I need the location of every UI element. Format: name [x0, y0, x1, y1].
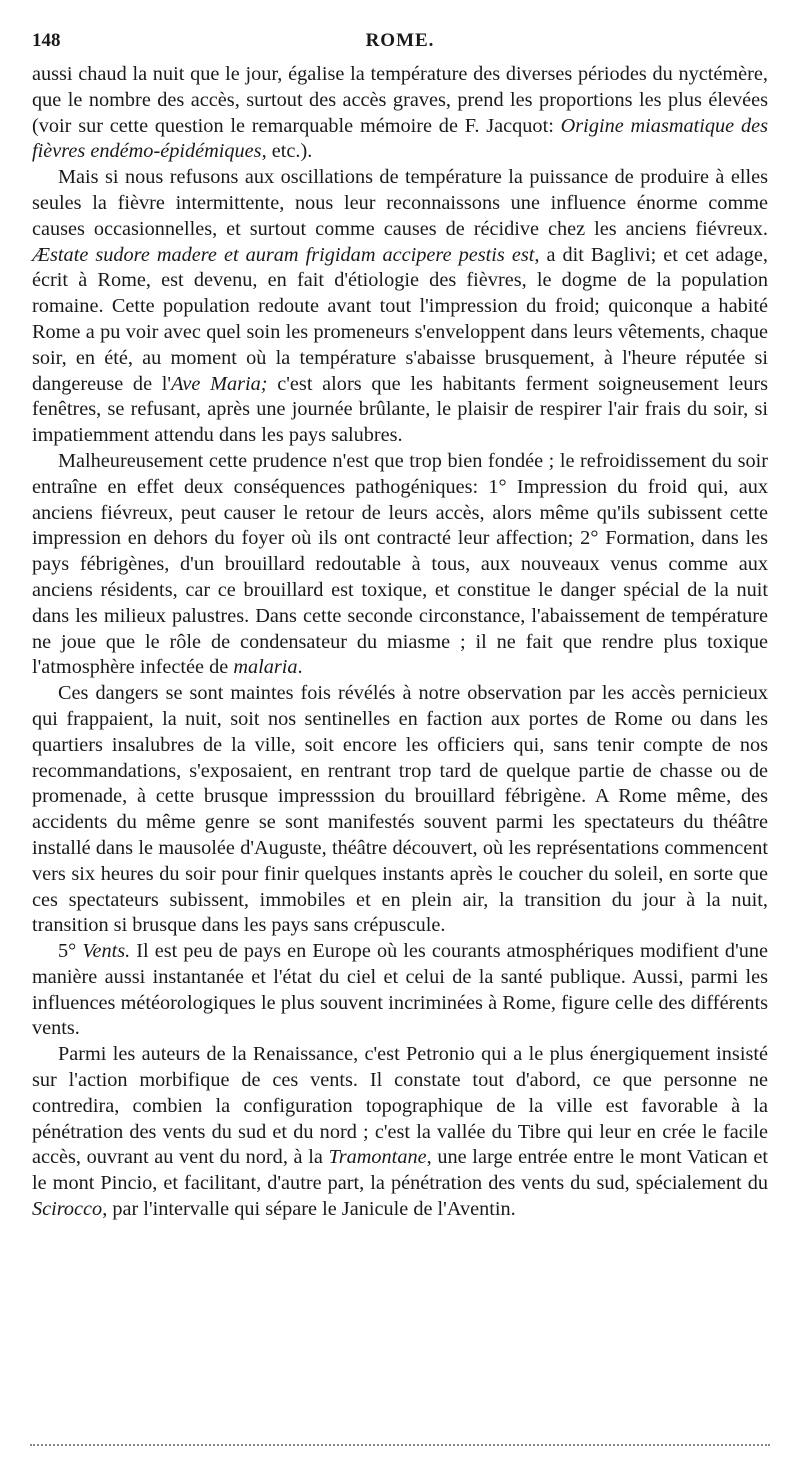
italic-text: Ave Maria;	[171, 372, 268, 395]
page-number: 148	[32, 30, 61, 51]
text-run: Il est peu de pays en Europe où les courants atmosphériques modifient d'une manière aussi instantanée et l'état du ciel et celui de la santé publique. Aussi, parmi les influences météorologiques le plus souvent incriminées à Rome, figure celle des différents vents.	[32, 940, 769, 1040]
text-run: Malheureusement cette prudence n'est que trop bien fondée ; le refroidissement du soir entraîne en effet deux conséquences pathogéniques: 1° Impression du froid qui, aux anciens fiévreux, peut causer le retour de leurs accès, alors même qu'ils subissent cette impression en dehors du foyer où ils ont contracté leur affection; 2° Formation, dans les pays fébrigènes, d'un brouillard redoutable à tous, aux nouveaux venus comme aux anciens résidents, car ce brouillard est toxique, et constitue le danger spécial de la nuit dans les milieux palustres. Dans cette seconde circonstance, l'abaissement de température ne joue que le rôle de condensateur du miasme ; il ne fait que rendre plus toxique l'atmosphère infectée de	[32, 449, 768, 679]
italic-text: Scirocco	[32, 1198, 103, 1221]
paragraph	[32, 62, 768, 165]
text-run: Ces dangers se sont maintes fois révélés à notre observation par les accès pernicieux qui frappaient, la nuit, soit nos sentinelles en faction aux portes de Rome ou dans les quartiers insalubres de la ville, soit encore les officiers qui, sans tenir compte de nos recommandations, s'exposaient, en rentrant trop tard de quelque partie de chasse ou de promenade, à cette brusque impresssion du brouillard fébrigène. A Rome même, des accidents du même genre se sont manifestés souvent parmi les spectateurs du théâtre installé dans le mausolée d'Auguste, théâtre découvert, où les représentations commencent vers six heures du soir pour finir quelques instants après le coucher du soleil, en sorte que ces spectateurs subissent, immobiles et en plein air, la transition du jour à la nuit, transition si brusque dans les pays sans crépuscule.	[32, 682, 768, 937]
paragraph	[32, 1042, 768, 1223]
body-text	[32, 62, 768, 1223]
paragraph	[32, 681, 768, 939]
italic-text: Æstate sudore madere et auram frigidam accipere pestis est	[32, 243, 535, 266]
text-run: 5°	[58, 940, 83, 963]
page-header	[32, 30, 768, 56]
running-title: ROME.	[365, 30, 435, 51]
text-run: , par l'intervalle qui sépare le Janicule de l'Aventin.	[102, 1198, 516, 1221]
text-run: Parmi les auteurs de la Renaissance, c'est Petronio qui a le plus énergiquement insisté sur l'action morbifique de ces vents. Il constate tout d'abord, ce que personne ne contredira, combien la configuration topographique de la ville est favorable à la pénétration des vents du sud et du nord ; c'est la vallée du Tibre qui leur en crée le facile accès, ouvrant au vent du nord, à la	[32, 1043, 768, 1169]
text-run: , etc.).	[261, 140, 313, 163]
text-run: Mais si nous refusons aux oscillations de température la puissance de produire à elles seules la fièvre intermittente, nous leur reconnaissons une influence énorme comme causes occasionnelles, et surtout comme causes de récidive chez les anciens fiévreux.	[32, 166, 768, 240]
paragraph	[32, 939, 768, 1042]
italic-text: Tramontane	[328, 1146, 427, 1169]
footer-rule	[30, 1444, 770, 1446]
italic-text: malaria	[233, 656, 298, 679]
italic-text: Origine miasmatique des fièvres endémo-épidémiques	[32, 114, 769, 163]
text-run: aussi chaud la nuit que le jour, égalise la température des diverses périodes du nyctémère, que le nombre des accès, surtout des accès graves, prend les proportions les plus élevées (voir sur cette question le remarquable mémoire de F. Jacquot:	[32, 63, 768, 137]
paragraph	[32, 449, 768, 681]
paragraph	[32, 165, 768, 449]
text-run: .	[297, 656, 303, 679]
italic-text: Vents.	[82, 940, 131, 963]
text-run: , a dit Baglivi; et cet adage, écrit à Rome, est devenu, en fait d'étiologie des fièvres, le dogme de la population romaine. Cette population redoute avant tout l'impression du froid; quiconque a habité Rome a pu voir avec quel soin les promeneurs s'enveloppent dans leurs vêtements, chaque soir, en été, au moment où la température s'abaisse brusquement, à l'heure réputée si dangereuse de l'	[32, 243, 768, 395]
text-run: , une large entrée entre le mont Vatican et le mont Pincio, et facilitant, d'autre part, la pénétration des vents du sud, spécialement du	[32, 1146, 769, 1195]
text-run: c'est alors que les habitants ferment soigneusement leurs fenêtres, se refusant, après une journée brûlante, le plaisir de respirer l'air frais du soir, si impatiemment attendu dans les pays salubres.	[32, 372, 768, 447]
